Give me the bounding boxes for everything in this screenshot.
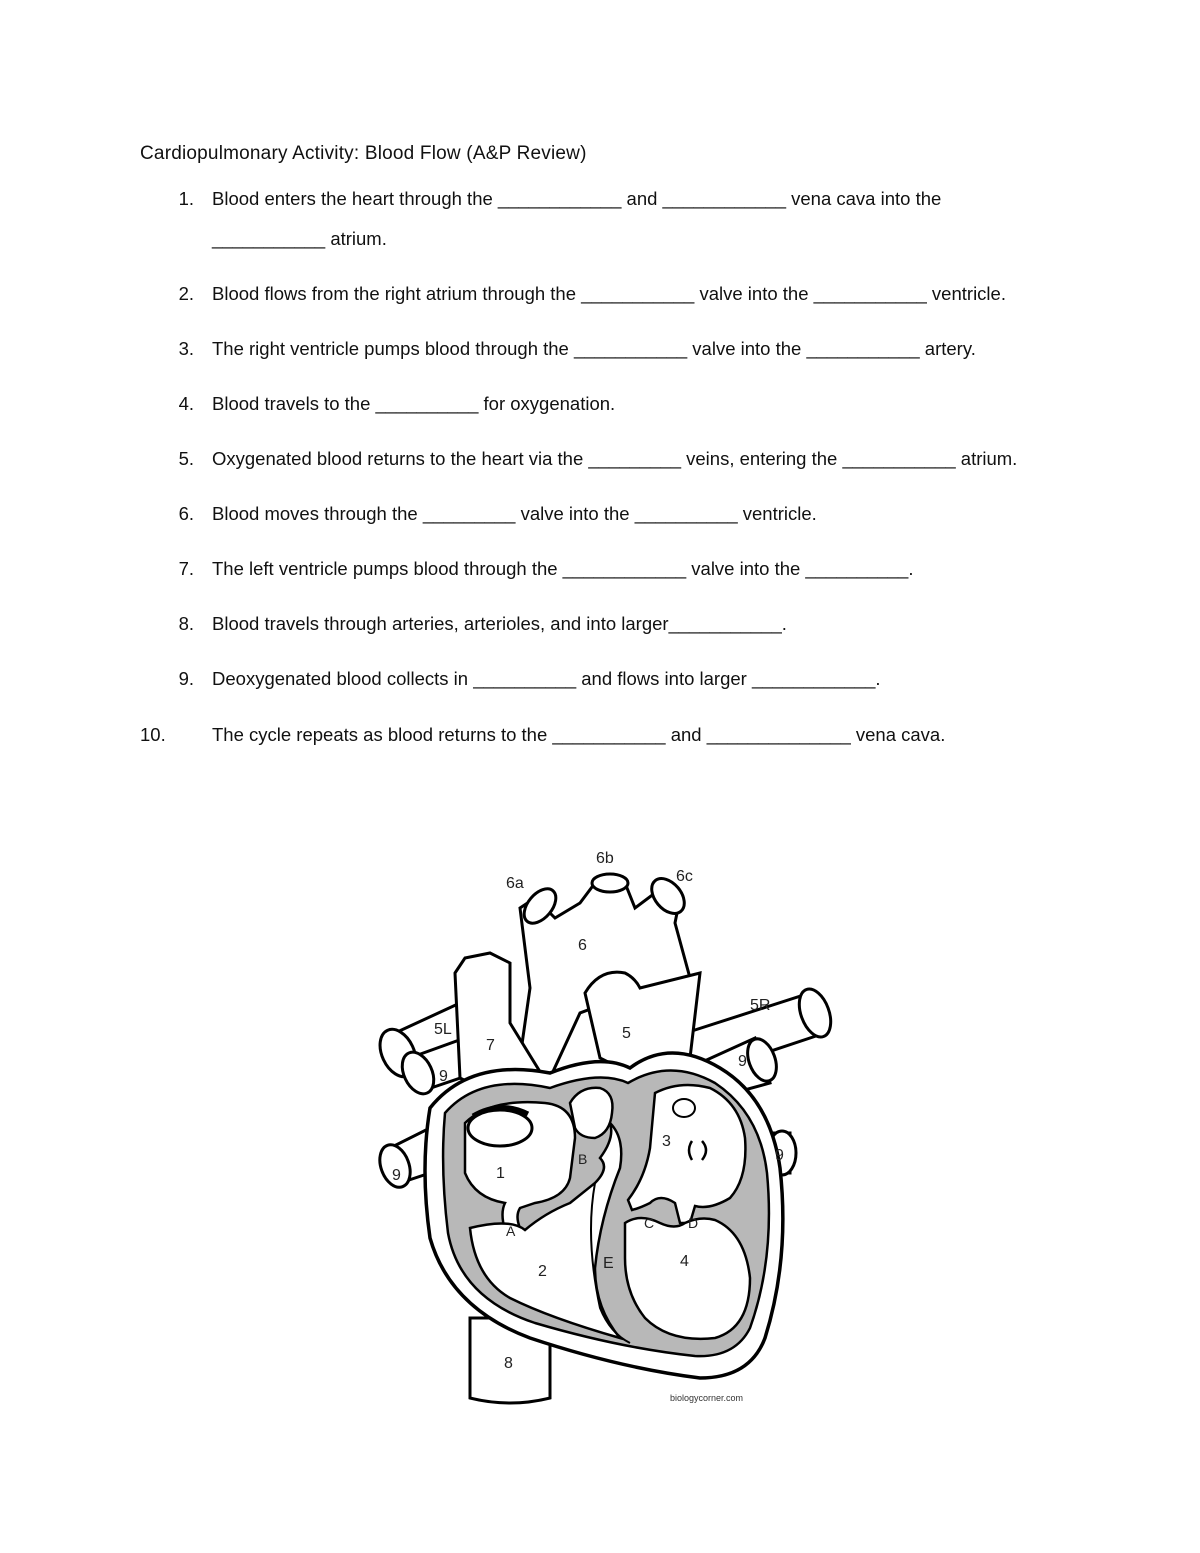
label-D: D <box>688 1215 699 1231</box>
question-number: 8. <box>178 613 194 634</box>
question-number: 5. <box>178 448 194 469</box>
label-5L: 5L <box>434 1021 452 1038</box>
heart-diagram-svg <box>370 838 840 1418</box>
question-text: The right ventricle pumps blood through the ___________ valve into the ___________ artery. <box>212 338 976 359</box>
label-2: 2 <box>538 1263 547 1280</box>
question-number: 4. <box>178 393 194 414</box>
question-number: 1. <box>178 188 194 209</box>
question-number: 10. <box>140 724 166 745</box>
label-7: 7 <box>486 1037 495 1054</box>
sinus-opening <box>468 1107 532 1146</box>
label-6b: 6b <box>596 850 614 867</box>
label-6a: 6a <box>506 875 524 892</box>
question-number: 2. <box>178 283 194 304</box>
valve-pulmonary <box>570 1088 613 1138</box>
label-3: 3 <box>662 1133 671 1150</box>
image-credit: biologycorner.com <box>670 1393 744 1403</box>
label-9-left-upper: 9 <box>439 1068 448 1085</box>
question-text: The cycle repeats as blood returns to the ___________ and ______________ vena cava. <box>212 724 946 745</box>
label-9-right-lower: 9 <box>775 1147 784 1164</box>
worksheet-title: Cardiopulmonary Activity: Blood Flow (A&P Review) <box>140 143 587 164</box>
label-5R: 5R <box>750 997 771 1014</box>
question-text: Blood moves through the _________ valve into the __________ ventricle. <box>212 503 817 524</box>
question-text-continued: ___________ atrium. <box>212 228 387 249</box>
label-8: 8 <box>504 1355 513 1372</box>
label-5: 5 <box>622 1025 631 1042</box>
label-6c: 6c <box>676 868 693 885</box>
question-number: 7. <box>178 558 194 579</box>
label-C: C <box>644 1215 655 1231</box>
label-B: B <box>578 1151 588 1167</box>
question-text: Oxygenated blood returns to the heart via the _________ veins, entering the ___________ atrium. <box>212 448 1018 469</box>
question-text: Blood enters the heart through the ____________ and ____________ vena cava into the <box>212 188 942 209</box>
label-4: 4 <box>680 1253 689 1270</box>
question-number: 6. <box>178 503 194 524</box>
question-number: 3. <box>178 338 194 359</box>
label-9-left-lower: 9 <box>392 1167 401 1184</box>
question-text: Deoxygenated blood collects in __________ and flows into larger ____________. <box>212 668 881 689</box>
question-text: The left ventricle pumps blood through the ____________ valve into the __________. <box>212 558 914 579</box>
label-A: A <box>506 1223 516 1239</box>
question-text: Blood travels through arteries, arterioles, and into larger___________. <box>212 613 787 634</box>
label-6: 6 <box>578 937 587 954</box>
label-1: 1 <box>496 1165 505 1182</box>
label-9-right-upper: 9 <box>738 1053 747 1070</box>
question-number: 9. <box>178 668 194 689</box>
heart-diagram <box>370 838 840 1418</box>
question-text: Blood travels to the __________ for oxygenation. <box>212 393 616 414</box>
label-E: E <box>603 1255 614 1272</box>
question-text: Blood flows from the right atrium through the ___________ valve into the ___________ ventricle. <box>212 283 1006 304</box>
